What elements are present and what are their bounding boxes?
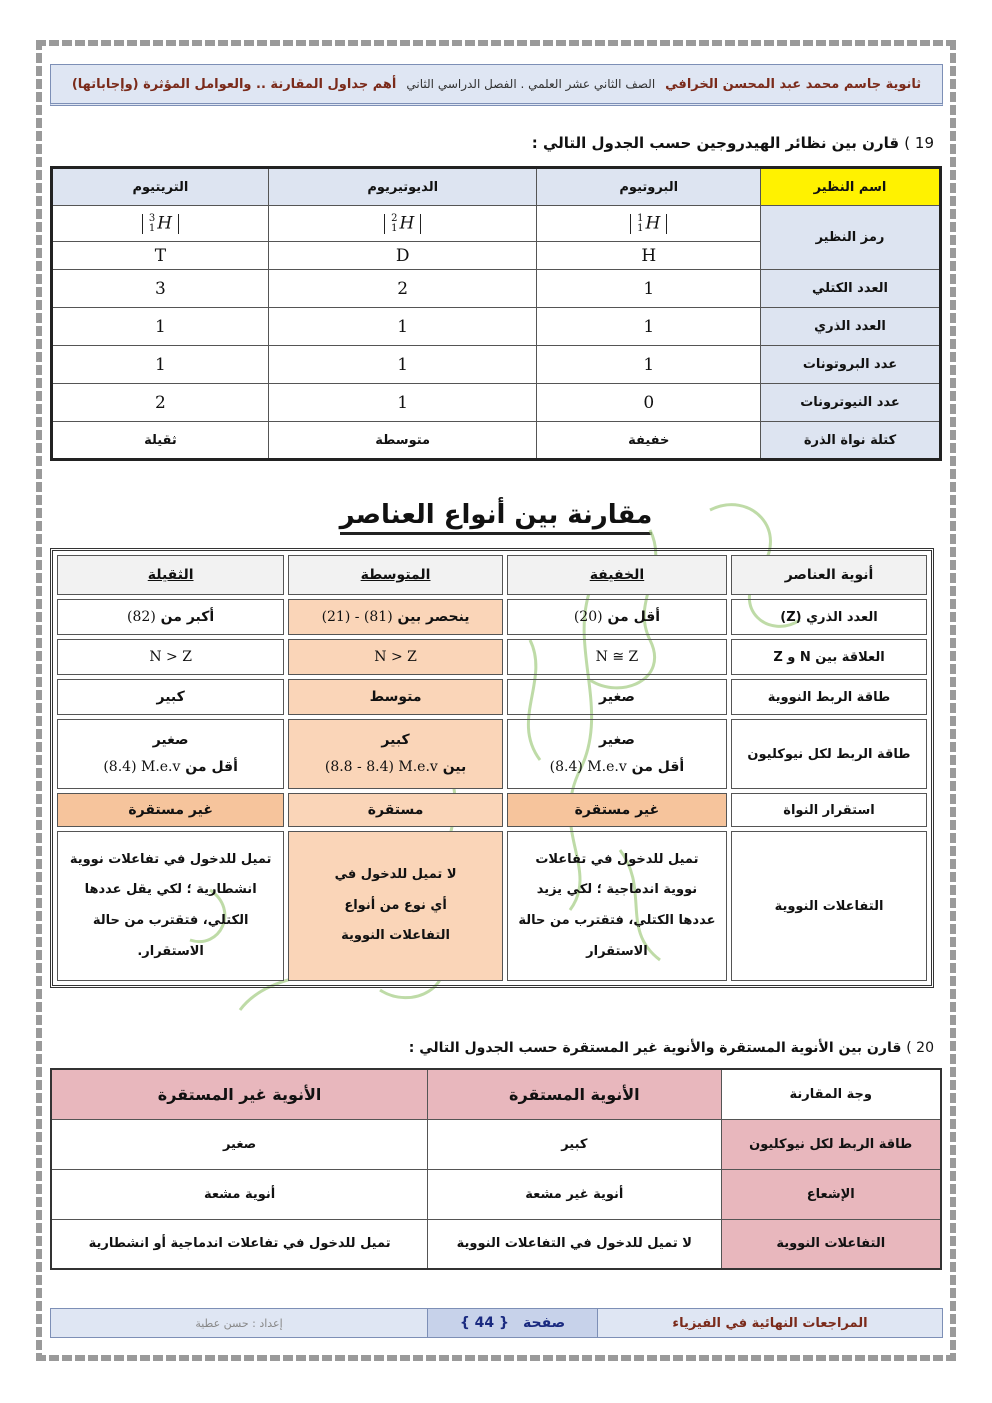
table-cell: اسم النظير bbox=[761, 168, 941, 206]
table-cell: 1 bbox=[268, 346, 537, 384]
q19-text: قارن بين نظائر الهيدروجين حسب الجدول التالي : bbox=[531, 134, 900, 152]
table-cell: تميل للدخول في تفاعلات نووية انشطارية ؛ لكي يقل عددها الكتلي، فتقترب من حالة الاستقرار. bbox=[57, 831, 284, 981]
footer-book-title: المراجعات النهائية في الفيزياء bbox=[597, 1309, 942, 1337]
hydrogen-isotopes-table bbox=[50, 166, 942, 461]
table-cell: الثقيلة bbox=[57, 555, 284, 595]
table-cell: كتلة نواة الذرة bbox=[761, 422, 941, 460]
table-cell: أقل من (20) bbox=[507, 599, 727, 635]
page-border-bottom bbox=[36, 1355, 956, 1361]
q20-number: 20 ) bbox=[906, 1040, 934, 1056]
table-cell: أنوية غير مشعة bbox=[428, 1169, 721, 1219]
table-cell: أنوية مشعة bbox=[51, 1169, 428, 1219]
header-school: ثانوية جاسم محمد عبد المحسن الخرافي bbox=[665, 76, 922, 92]
header-grade: الصف الثاني عشر العلمي . الفصل الدراسي الثاني bbox=[406, 77, 656, 91]
table-cell: البروتيوم bbox=[537, 168, 761, 206]
page-border-right bbox=[950, 40, 956, 1361]
header-topic: أهم جداول المقارنة .. والعوامل المؤثرة (وإجاباتها) bbox=[71, 76, 397, 92]
table-cell: العدد الكتلي bbox=[761, 270, 941, 308]
table-cell: D bbox=[268, 242, 537, 270]
isotope-symbol: 3 1 H bbox=[52, 206, 269, 242]
table-cell: ثقيلة bbox=[52, 422, 269, 460]
footer-page-label: صفحة bbox=[523, 1315, 566, 1331]
page-header bbox=[50, 64, 943, 106]
table-cell: طاقة الربط لكل نيوكليون bbox=[721, 1119, 941, 1169]
table-row bbox=[52, 308, 941, 346]
table-cell: وجة المقارنة bbox=[721, 1069, 941, 1119]
table-cell: الخفيفة bbox=[507, 555, 727, 595]
table-cell: صغير bbox=[51, 1119, 428, 1169]
table-row bbox=[51, 1119, 941, 1169]
table-cell: لا تميل للدخول في التفاعلات النووية bbox=[428, 1219, 721, 1269]
table-row bbox=[51, 1069, 941, 1119]
table-cell: كبير bbox=[428, 1119, 721, 1169]
stable-unstable-table bbox=[50, 1068, 942, 1270]
table-row bbox=[52, 168, 941, 206]
table-cell: استقرار النواة bbox=[731, 793, 927, 827]
table-cell: غير مستقرة bbox=[507, 793, 727, 827]
table-cell: T bbox=[52, 242, 269, 270]
table-cell: التفاعلات النووية bbox=[721, 1219, 941, 1269]
table-cell: 1 bbox=[52, 308, 269, 346]
table-cell: تميل للدخول في تفاعلات اندماجية أو انشطارية bbox=[51, 1219, 428, 1269]
page-footer bbox=[50, 1308, 943, 1338]
table-cell: الأنوية غير المستقرة bbox=[51, 1069, 428, 1119]
isotope-symbol: 1 1 H bbox=[537, 206, 761, 242]
isotope-symbol: 2 1 H bbox=[268, 206, 537, 242]
table-cell: خفيفة bbox=[537, 422, 761, 460]
table-row bbox=[51, 1169, 941, 1219]
table-row bbox=[57, 719, 927, 789]
table-cell: 1 bbox=[268, 308, 537, 346]
table-cell: 2 bbox=[268, 270, 537, 308]
table-cell: N > Z bbox=[57, 639, 284, 675]
table-cell: 0 bbox=[537, 384, 761, 422]
table-cell: تميل للدخول في تفاعلات نووية اندماجية ؛ لكي يزيد عددها الكتلي، فتقترب من حالة الاستقرار bbox=[507, 831, 727, 981]
table-cell: 2 bbox=[52, 384, 269, 422]
table-cell: صغير أقل من (8.4) M.e.v bbox=[57, 719, 284, 789]
table-cell: صغير أقل من (8.4) M.e.v bbox=[507, 719, 727, 789]
table-cell: رمز النظير bbox=[761, 206, 941, 270]
table-cell: الأنوية المستقرة bbox=[428, 1069, 721, 1119]
table-cell: 1 bbox=[537, 346, 761, 384]
table-row bbox=[57, 793, 927, 827]
table-cell: H bbox=[537, 242, 761, 270]
table-row bbox=[57, 639, 927, 675]
table-cell: 3 bbox=[52, 270, 269, 308]
table-cell: 1 bbox=[52, 346, 269, 384]
table-cell: التفاعلات النووية bbox=[731, 831, 927, 981]
table-cell: 1 bbox=[537, 308, 761, 346]
table-cell: N > Z bbox=[288, 639, 503, 675]
footer-page bbox=[427, 1309, 597, 1337]
table-cell: الديوتيريوم bbox=[268, 168, 537, 206]
table-cell: أكبر من (82) bbox=[57, 599, 284, 635]
table-cell: العدد الذري bbox=[761, 308, 941, 346]
table-row bbox=[52, 422, 941, 460]
table-cell: 1 bbox=[268, 384, 537, 422]
table-row bbox=[52, 346, 941, 384]
table-cell: لا تميل للدخول في أي نوع من أنواع التفاعلات النووية bbox=[288, 831, 503, 981]
table-row bbox=[52, 270, 941, 308]
section-title: مقارنة بين أنواع العناصر bbox=[0, 500, 992, 530]
table-cell: غير مستقرة bbox=[57, 793, 284, 827]
table-cell: 1 bbox=[537, 270, 761, 308]
table-cell: متوسط bbox=[288, 679, 503, 715]
table-cell: كبير bbox=[57, 679, 284, 715]
table-row bbox=[57, 555, 927, 595]
table-cell: عدد البروتونات bbox=[761, 346, 941, 384]
element-types-table bbox=[50, 548, 934, 988]
page-border-left bbox=[36, 40, 42, 1361]
table-row bbox=[52, 384, 941, 422]
table-cell: مستقرة bbox=[288, 793, 503, 827]
table-cell: المتوسطة bbox=[288, 555, 503, 595]
table-cell: طاقة الربط النووية bbox=[731, 679, 927, 715]
table-cell: كبير بين (8.8 - 8.4) M.e.v bbox=[288, 719, 503, 789]
table-cell: متوسطة bbox=[268, 422, 537, 460]
table-cell: الإشعاع bbox=[721, 1169, 941, 1219]
q20-title bbox=[409, 1040, 934, 1056]
q19-title bbox=[532, 134, 934, 152]
footer-page-number: { 44 } bbox=[459, 1315, 509, 1331]
table-cell: صغير bbox=[507, 679, 727, 715]
table-cell: العدد الذري (Z) bbox=[731, 599, 927, 635]
table-cell: ينحصر بين (21) - (81) bbox=[288, 599, 503, 635]
table-cell: N ≅ Z bbox=[507, 639, 727, 675]
table-cell: التريتيوم bbox=[52, 168, 269, 206]
table-row bbox=[57, 679, 927, 715]
footer-author: إعداد : حسن عطية bbox=[51, 1309, 427, 1337]
table-row bbox=[52, 206, 941, 242]
table-cell: العلاقة بين N و Z bbox=[731, 639, 927, 675]
table-row bbox=[57, 831, 927, 981]
table-cell: طاقة الربط لكل نيوكليون bbox=[731, 719, 927, 789]
page-border-top bbox=[36, 40, 956, 46]
table-row bbox=[57, 599, 927, 635]
q20-text: قارن بين الأنوية المستقرة والأنوية غير المستقرة حسب الجدول التالي : bbox=[408, 1040, 902, 1056]
table-cell: أنوية العناصر bbox=[731, 555, 927, 595]
table-cell: عدد النيوترونات bbox=[761, 384, 941, 422]
table-row bbox=[51, 1219, 941, 1269]
q19-number: 19 ) bbox=[904, 134, 934, 152]
